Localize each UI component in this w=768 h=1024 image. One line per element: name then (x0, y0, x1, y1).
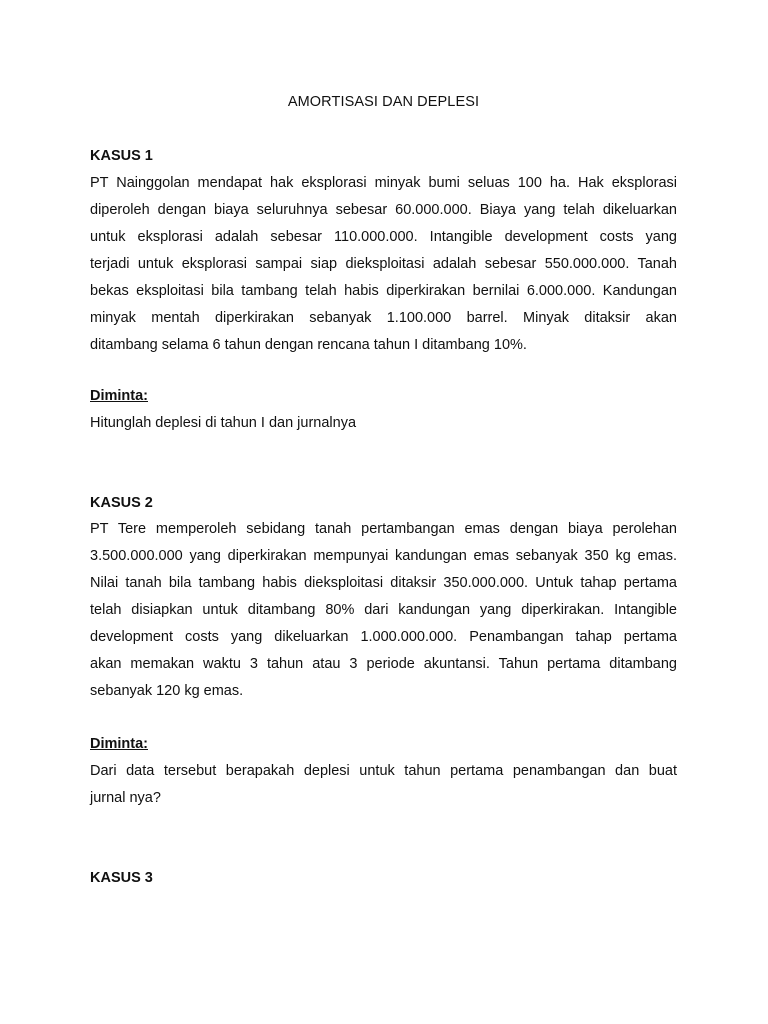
case-1-heading: KASUS 1 (90, 148, 153, 164)
case-2-line: PT Tere memperoleh sebidang tanah pertambangan emas dengan biaya perolehan (90, 521, 677, 537)
case-2-line: akan memakan waktu 3 tahun atau 3 periode akuntansi. Tahun pertama ditambang (90, 656, 677, 672)
case-2-line: 3.500.000.000 yang diperkirakan mempunyai kandungan emas sebanyak 350 kg emas. (90, 548, 677, 564)
case-3-heading: KASUS 3 (90, 870, 153, 886)
case-1-line: terjadi untuk eksplorasi sampai siap dieksploitasi adalah sebesar 550.000.000. Tanah (90, 256, 677, 272)
document-title: AMORTISASI DAN DEPLESI (287, 94, 480, 110)
case-1-line: minyak mentah diperkirakan sebanyak 1.100.000 barrel. Minyak ditaksir akan (90, 310, 677, 326)
case-2-heading: KASUS 2 (90, 495, 153, 511)
case-2-line: Nilai tanah bila tambang habis dieksploitasi ditaksir 350.000.000. Untuk tahap pertama (90, 575, 677, 591)
case-2-line: telah disiapkan untuk ditambang 80% dari kandungan yang diperkirakan. Intangible (90, 602, 677, 618)
case-1-line: bekas eksploitasi bila tambang telah habis diperkirakan bernilai 6.000.000. Kandungan (90, 283, 677, 299)
case-1-line: PT Nainggolan mendapat hak eksplorasi minyak bumi seluas 100 ha. Hak eksplorasi (90, 175, 677, 191)
case-2-paragraph (90, 516, 677, 705)
case-1-line: ditambang selama 6 tahun dengan rencana tahun I ditambang 10%. (90, 337, 527, 353)
case-2-line: development costs yang dikeluarkan 1.000.000.000. Penambangan tahap pertama (90, 629, 677, 645)
case-1-diminta-text: Hitunglah deplesi di tahun I dan jurnalnya (90, 415, 357, 431)
case-2-diminta-paragraph (90, 758, 677, 812)
case-1-line: diperoleh dengan biaya seluruhnya sebesar 60.000.000. Biaya yang telah dikeluarkan (90, 202, 677, 218)
case-2-diminta-line: Dari data tersebut berapakah deplesi untuk tahun pertama penambangan dan buat (90, 763, 677, 779)
case-1-diminta-label: Diminta: (90, 388, 148, 404)
case-2-line: sebanyak 120 kg emas. (90, 683, 244, 699)
case-2-diminta-line: jurnal nya? (90, 790, 161, 806)
case-1-line: untuk eksplorasi adalah sebesar 110.000.000. Intangible development costs yang (90, 229, 677, 245)
case-1-paragraph (90, 170, 677, 359)
case-2-diminta-label: Diminta: (90, 736, 148, 752)
